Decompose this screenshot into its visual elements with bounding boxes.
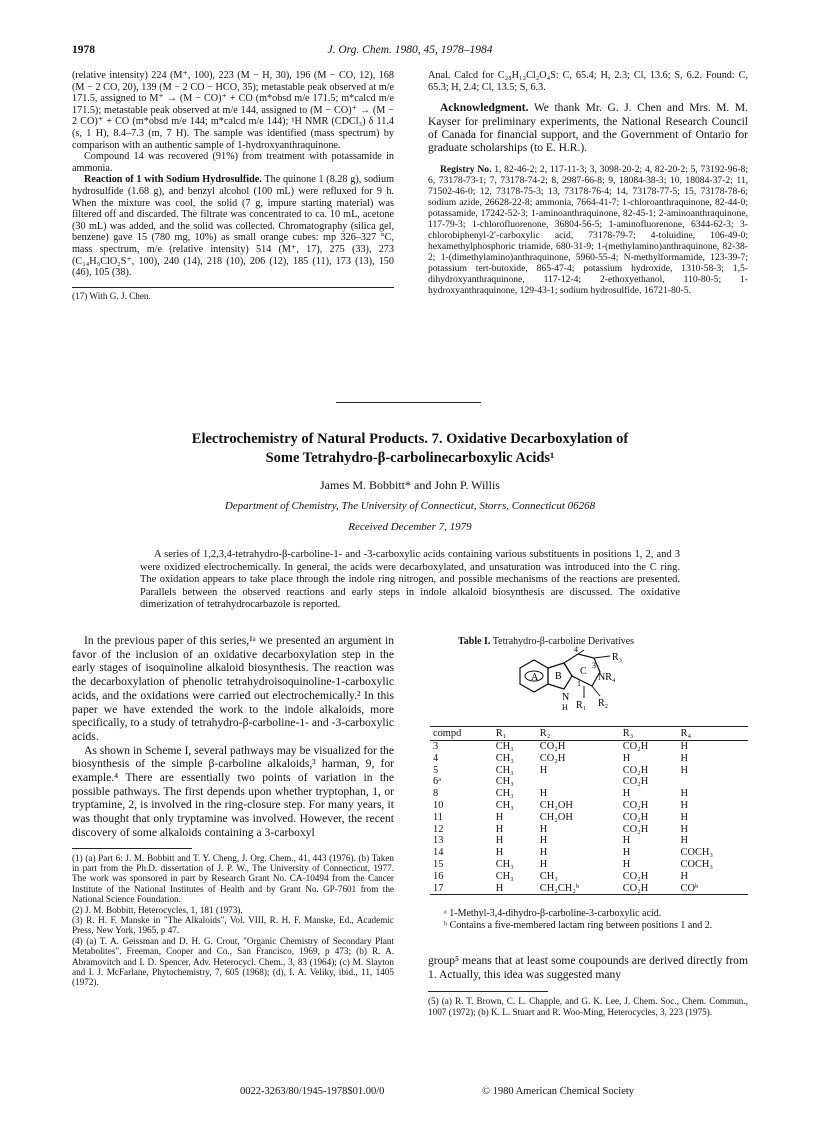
table-cell: CO₂H [622,764,649,776]
table-cell: CO₂H [622,811,649,823]
position-4-label: 4 [574,645,578,654]
table-cell: COCH₃ [680,858,714,870]
footnote-divider [428,991,548,992]
table-cell: H [680,752,689,764]
r3-label: R₃ [612,652,623,663]
table-row [430,800,748,812]
table-cell: H [539,858,548,870]
r2-label: R₂ [598,698,609,709]
table-row [430,812,748,824]
table-cell: H [495,847,504,859]
abstract: A series of 1,2,3,4-tetrahydro-β-carboline-1- and -3-carboxylic acids containing various substituents in positions 1, 2, and 3 were oxidized electrochemically. In general, the acids were decarboxylated, and unsaturation was introduced into the C ring. The oxidation appears to take place through the indole ring nitrogen, and possible mechanisms of the reactions are presented. Parallels between the observed reactions and early steps in indole alkaloid biosynthesis are discussed. The oxidative dimerization of tetrahydrocarbazole is reported. [140,549,680,610]
article-code: 0022-3263/80/1945-1978$01.00/0 [240,1086,385,1097]
ring-label-b: B [555,671,562,682]
table-cell: H [539,835,548,847]
table-cell: 15 [433,858,444,870]
bond-r3 [594,656,610,658]
carboline-structure-diagram [500,645,670,724]
table-row [430,824,748,836]
table-cell: H [680,811,689,823]
table-cell [537,776,620,788]
table-cell: H [493,883,537,895]
article-title [72,430,748,468]
footnote: (3) R. H. F. Manske in "The Alkaloids", Vol. VIII, R. H. F. Manske, Ed., Academic Press, New York, 1965, p 47. [72,914,394,936]
table-body [430,741,748,895]
table-cell [678,776,748,788]
table-cell: 14 [433,847,444,859]
nr4-label: NR₄ [598,672,616,683]
title-line: Some Tetrahydro-β-carbolinecarboxylic Acids¹ [265,450,555,466]
body-right-column [428,954,748,1017]
table-cell: H [495,823,504,835]
table-cell: H [539,847,548,859]
table-cell: CH₃ [495,776,514,788]
table-cell: CH₃ [539,870,558,882]
body-left-column [72,634,394,988]
affiliation: Department of Chemistry, The University of Connecticut, Storrs, Connecticut 06268 [224,500,596,512]
table-cell: CO₂H [539,752,566,764]
table-cell: H [539,788,548,800]
table-cell: 5 [433,764,439,776]
table-cell: CH₂OH [539,799,573,811]
position-1-label: 1 [577,679,581,688]
table-cell: CH₃ [495,741,514,752]
table-cell: CH₃ [495,752,514,764]
footnote: (17) With G. J. Chen. [72,290,151,301]
journal-citation: J. Org. Chem. 1980, 45, 1978–1984 [327,44,493,56]
table-cell: 4 [433,752,439,764]
ring-label-c: C [580,666,587,677]
table-cell: 11 [433,811,444,823]
article-divider [336,402,481,403]
table-cell: 16 [433,870,444,882]
table-cell: 10 [433,799,444,811]
table-cell: CH₂CH₂ᵇ [537,883,620,895]
r1-label: R₁ [576,700,587,711]
table-cell: CO₂H [622,870,649,882]
table-cell: 3 [433,741,439,752]
table-cell: 8 [433,788,439,800]
ring-label-a: A [531,672,539,683]
table-cell: H [622,835,631,847]
ack-heading: Acknowledgment. [440,102,529,115]
header-r1: R₁ [493,727,537,741]
table-cell: H [622,847,631,859]
paragraph: group⁵ means that at least some coupounds are derived directly from 1. Actually, this idea was suggested many [428,954,748,981]
table-cell: COCH₃ [680,847,714,859]
table-cell: H [539,823,548,835]
table-cell: CO₂H [620,883,678,895]
registry-heading: Registry No. [440,163,492,175]
table-cell: CO₂H [539,741,566,752]
derivatives-table [430,726,748,895]
table-cell: CH₃ [495,764,514,776]
table-note-b: ᵇ Contains a five-membered lactam ring between positions 1 and 2. [444,920,713,931]
table-cell: CH₃ [495,870,514,882]
header-r2: R₂ [537,727,620,741]
table-cell: CH₃ [495,799,514,811]
table-row [430,753,748,765]
top-left-column [72,70,394,301]
indole-h-label: H [562,703,568,712]
table-cell: CO₂H [622,823,649,835]
table-caption [458,636,748,647]
title-line: Electrochemistry of Natural Products. 7. Oxidative Decarboxylation of [191,431,629,447]
table-cell: H [680,835,689,847]
table-cell: H [680,823,689,835]
paragraph: In the previous paper of this series,¹ᵃ we presented an argument in favor of the inclusion of an oxidative decarboxylation step in the early stages of isoquinoline alkaloid biosynthesis. The reaction was the decarboxylation of phenolic tetrahydroisoquinoline-1-carboxylic acids, and the oxidations were carried out electrochemically.² In this paper we have extended the work to the indole alkaloids, more specifically, to a study of tetrahydro-β-carboline-1- and -3-carboxylic acids. [72,634,394,743]
paragraph-text: The quinone 1 (8.28 g), sodium hydrosulfide (1.68 g), and benzyl alcohol (100 mL) were refluxed for 9 h. When the mixture was cool, the solid (7 g, impure starting material) was filtered off and discarded. The filtrate was concentrated to ca. 10 mL, acetone (30 mL) was added, and the solid was collected. Chromatography (silica gel, benzene) gave 15 (780 mg, 10%) as small orange cubes: mp 326–327 °C, mass spectrum, m/e (relative intensity) 514 (M⁺, 17), 275 (33), 273 (C₁₄H₉ClO₂S⁺, 100), 240 (14), 218 (10), 206 (12), 185 (11), 173 (13), 150 (46), 105 (38). [72,174,394,279]
registry-numbers [428,164,748,296]
table-row [430,883,748,895]
bond-r2 [592,686,600,696]
table-row [430,741,748,753]
table-cell: H [539,764,548,776]
paragraph-reaction [72,174,394,278]
section-heading: Reaction of 1 with Sodium Hydrosulfide. [84,174,262,186]
footnote-divider [72,848,192,849]
position-3-label: 3 [592,661,596,670]
table-row [430,788,748,800]
acknowledgment [428,102,748,156]
registry-text: 1, 82-46-2; 2, 117-11-3; 3, 3098-20-2; 4, 82-20-2; 5, 73192-96-8; 6, 73178-73-1; 7, 73178-74-2; 8, 2987-66-8; 9, 18084-38-3; 10, 18084-37-2; 11, 71502-46-0; 12, 73178-75-3; 13, 73178-76-4; 14, 73178-77-5; 15, 73178-78-6; sodium azide, 26628-22-8; ammonia, 7664-41-7; 1-chloroanthraquinone, 82-44-0; potassamide, 17242-52-3; 1-aminoanthraquinone, 82-45-1; 2-aminoanthraquinone, 117-79-3; 1-chlorofluorenone, 36804-56-5; 1-aminofluorenone, 6344-62-3; 3-chlorobiphenyl-2′-carboxylic acid, 73178-79-7; 4-toluidine, 106-49-0; hexamethylphosphoric triamide, 680-31-9; 1-(methylamino)anthraquinone, 82-38-2; 1-(dimethylamino)anthraquinone, 5960-55-4; N-methylformamide, 123-39-7; potassium tert-butoxide, 865-47-4; potassium hydroxide, 1310-58-3; 1,5-dihydroxyanthraquinone, 117-12-4; 2-ethoxyethanol, 110-80-5; 1-hydroxyanthraquinone, 129-43-1; sodium hydrosulfide, 16721-80-5. [428,163,748,296]
table-cell: 13 [433,835,444,847]
paragraph: Compound 14 was recovered (91%) from treatment with potassamide in ammonia. [72,151,394,174]
table-row [430,765,748,777]
table-cell: 6ᵃ [433,776,442,788]
footnote: (2) J. M. Bobbitt, Heterocycles, 1, 181 (1973). [72,904,243,915]
copyright: © 1980 American Chemical Society [482,1086,635,1097]
footnote: (4) (a) T. A. Geissman and D. H. G. Crout, "Organic Chemistry of Secondary Plant Metabolites", Freeman, Cooper and Co., San Francisco, 1969, p 473; (b) R. A. Abramovitch and I. D. Spencer, Adv. Heterocycl. Chem., 3, 83 (1964); (c) M. Slayton and I. J. McFarlane, Phytochemistry, 7, 605 (1968); (d), I. A. Veliky, ibid., 11, 1405 (1972). [72,935,394,988]
header-r3: R₃ [620,727,678,741]
bond [578,650,584,654]
table-cell: CO₂H [622,776,649,788]
paragraph: As shown in Scheme I, several pathways may be visualized for the biosynthesis of the simple β-carboline alkaloids,³ harman, 9, for example.⁴ There are essentially two points of variation in the possible pathways. The first depends upon whether tryptophan, 1, or tryptamine, 2, is involved in the ring-closure step. For many years, it was thought that only tryptamine was involved. However, the recent discovery of some alkaloids containing a 3-carboxyl [72,743,394,839]
table-cell: CH₃ [495,788,514,800]
footnote-divider [72,287,394,288]
table-cell: H [680,788,689,800]
authors: James M. Bobbitt* and John P. Willis [320,478,500,492]
top-right-column [428,70,748,296]
table-note-a: ᵃ 1-Methyl-3,4-dihydro-β-carboline-3-carboxylic acid. [444,908,662,919]
table-title: Tetrahydro-β-carboline Derivatives [492,636,635,647]
received-date: Received December 7, 1979 [348,521,472,533]
table-cell: CH₂OH [539,811,573,823]
header-r4: R₄ [678,727,748,741]
footnote: (5) (a) R. T. Brown, C. L. Chapple, and G. K. Lee, J. Chem. Soc., Chem. Commun., 1007 (1972); (b) K. L. Stuart and R. Woo-Ming, Heterocycles, 3, 223 (1975). [428,996,748,1017]
table-label: Table I. [458,636,491,647]
table-cell: H [622,858,631,870]
table-cell: H [680,870,689,882]
paragraph: (relative intensity) 224 (M⁺, 100), 223 (M − H, 30), 196 (M − CO, 12), 168 (M − 2 CO, 20), 139 (M − 2 CO − HCO, 35); metastable peak observed at m/e 171.5, assigned to M⁺ → (M − CO)⁺ + CO (m*obsd m/e 171.5; m*calcd m/e 171.5); metastable peak observed at m/e 144, assigned to (M − CO)⁺ → (M − 2 CO)⁺ + CO (m*obsd m/e 144; m*calcd m/e 144); ¹H NMR (CDCl₃) δ 11.4 (s, 1 H), 8.4–7.3 (m, 7 H). The sample was identified (mass spectrum) by comparison with an authentic sample of 1-hydroxyanthraquinone. [72,70,394,151]
table-cell: H [495,811,504,823]
header-compd: compd [430,727,493,741]
table-row [430,835,748,847]
table-cell: CH₃ [495,858,514,870]
table-row [430,847,748,859]
running-header [72,44,748,60]
table-cell: COᵇ [678,883,748,895]
ack-text: We thank Mr. G. J. Chen and Mrs. M. M. Kayser for preliminary experiments, the National Research Council of Canada for financial support, and the Government of Ontario for graduate scholarships (to E. H.R.). [428,102,748,155]
table-cell: H [680,741,689,752]
table-cell: H [495,835,504,847]
footnote: (1) (a) Part 6: J. M. Bobbitt and T. Y. Cheng, J. Org. Chem., 41, 443 (1976). (b) Taken in part from the Ph.D. dissertation of J. P. W., The University of Connecticut, 1977. The work was sponsored in part by Research Grant No. CA-10494 from the Cancer Institute of the National Institutes of Health and by Grant No. GP-7601 from the National Science Foundation. [72,852,394,905]
table-cell: H [622,752,631,764]
indole-n-label: N [562,692,570,703]
table-cell: CO₂H [622,741,649,752]
table-cell: 12 [433,823,444,835]
table-row [430,776,748,788]
table-notes [444,908,744,932]
table-cell: CO₂H [622,799,649,811]
table-cell: H [622,788,631,800]
table-row [430,871,748,883]
table-header-row [430,727,748,741]
table-cell: 17 [430,883,493,895]
table-row [430,859,748,871]
analysis-text: Anal. Calcd for C₂₈H₁₂Cl₂O₄S: C, 65.4; H, 2.3; Cl, 13.6; S, 6.2. Found: C, 65.3; H, 2.4; Cl, 13.5; S, 6.3. [428,70,748,93]
page-number: 1978 [72,44,95,56]
table-cell: H [680,799,689,811]
table-cell: H [680,764,689,776]
